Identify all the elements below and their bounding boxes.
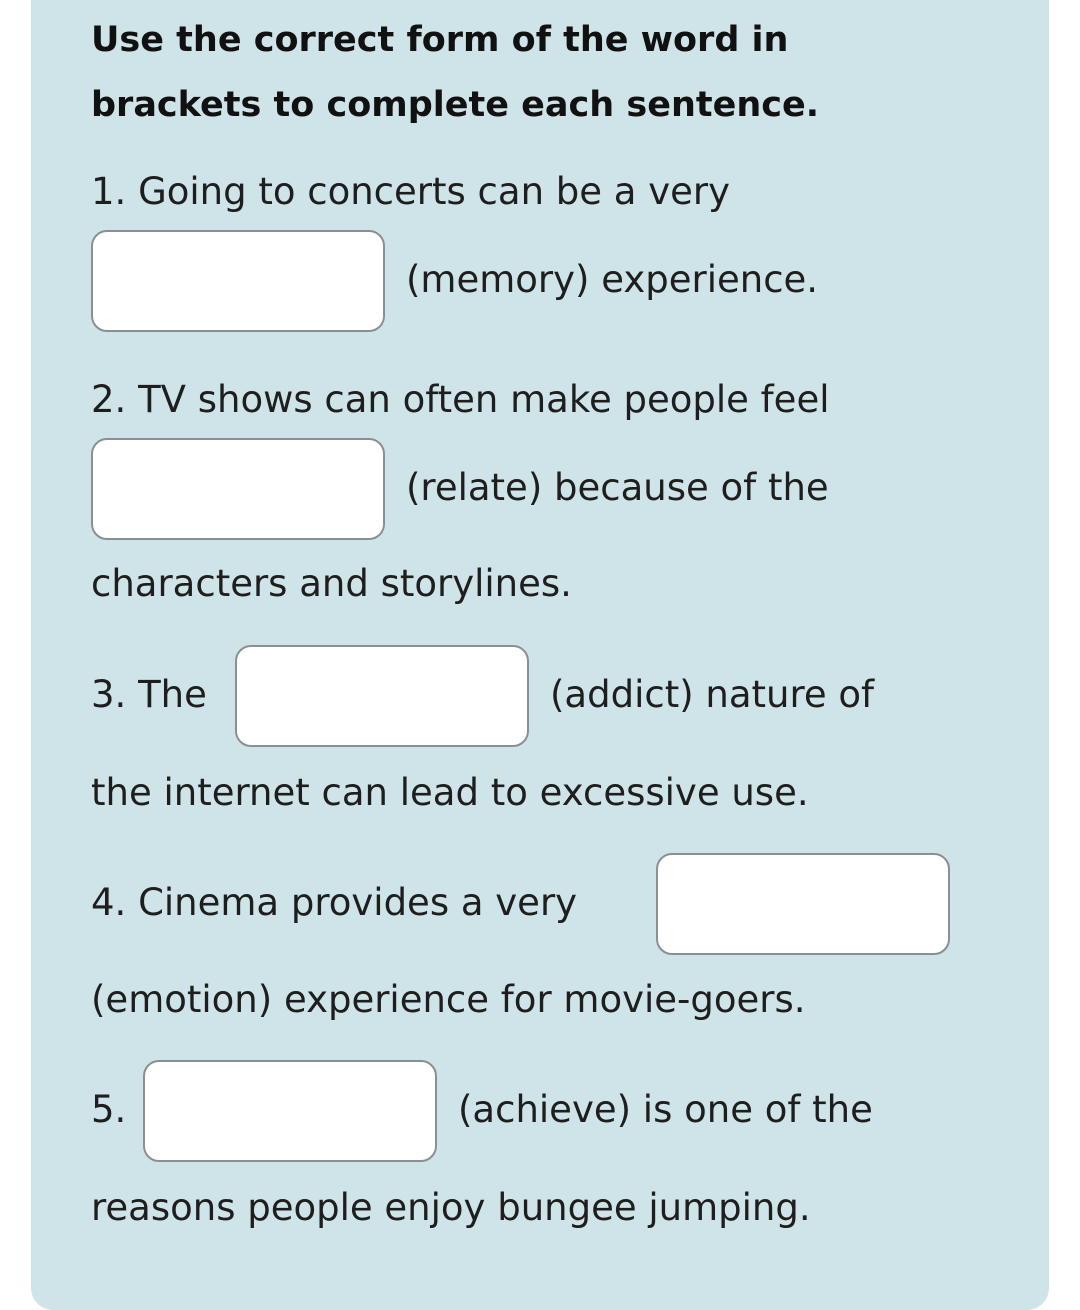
instructions-line-1: Use the correct form of the word in [91,20,789,60]
question-5-answer-input[interactable] [143,1060,437,1162]
question-2-continuation: characters and storylines. [91,562,572,605]
question-3-answer-input[interactable] [235,645,529,747]
question-4-answer-input[interactable] [656,853,950,955]
question-3-hint: (addict) nature of [550,673,875,716]
question-2-answer-input[interactable] [91,438,385,540]
question-2-hint: (relate) because of the [406,466,829,509]
question-3-continuation: the internet can lead to excessive use. [91,771,809,814]
question-1-answer-input[interactable] [91,230,385,332]
question-1-text: 1. Going to concerts can be a very [91,170,730,213]
question-2-text: 2. TV shows can often make people feel [91,378,830,421]
question-3-text: 3. The [91,673,207,716]
question-1-hint: (memory) experience. [406,258,819,301]
question-5-hint: (achieve) is one of the [458,1088,873,1131]
instructions-line-2: brackets to complete each sentence. [91,85,820,125]
question-4-text: 4. Cinema provides a very [91,881,578,924]
question-5-text: 5. [91,1088,127,1131]
question-5-continuation: reasons people enjoy bungee jumping. [91,1186,811,1229]
question-4-continuation: (emotion) experience for movie-goers. [91,978,806,1021]
